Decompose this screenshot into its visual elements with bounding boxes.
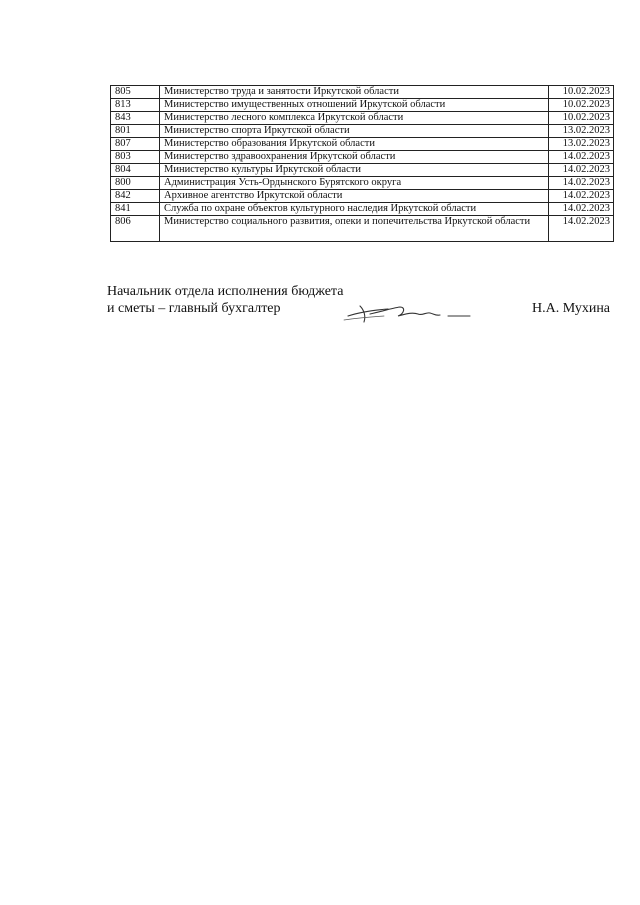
row-date: 14.02.2023 bbox=[549, 151, 614, 164]
row-name: Архивное агентство Иркутской области bbox=[160, 190, 549, 203]
table-row bbox=[111, 203, 614, 216]
row-code: 803 bbox=[111, 151, 160, 164]
handwritten-signature bbox=[340, 298, 480, 328]
table-row bbox=[111, 190, 614, 203]
table-row bbox=[111, 112, 614, 125]
row-name: Министерство лесного комплекса Иркутской области bbox=[160, 112, 549, 125]
row-date: 13.02.2023 bbox=[549, 138, 614, 151]
table-row bbox=[111, 138, 614, 151]
table-row bbox=[111, 164, 614, 177]
table-row bbox=[111, 177, 614, 190]
row-name: Министерство образования Иркутской области bbox=[160, 138, 549, 151]
signer-name: Н.А. Мухина bbox=[532, 301, 611, 316]
table-row bbox=[111, 125, 614, 138]
table-row bbox=[111, 216, 614, 242]
position-line-2: и сметы – главный бухгалтер bbox=[107, 301, 281, 316]
row-name: Служба по охране объектов культурного наследия Иркутской области bbox=[160, 203, 549, 216]
row-date: 14.02.2023 bbox=[549, 216, 614, 242]
signature-position bbox=[107, 283, 343, 317]
table-row bbox=[111, 151, 614, 164]
row-code: 842 bbox=[111, 190, 160, 203]
row-code: 807 bbox=[111, 138, 160, 151]
row-code: 813 bbox=[111, 99, 160, 112]
budget-table bbox=[110, 85, 614, 242]
row-name: Администрация Усть-Ордынского Бурятского округа bbox=[160, 177, 549, 190]
row-date: 13.02.2023 bbox=[549, 125, 614, 138]
row-date: 14.02.2023 bbox=[549, 164, 614, 177]
row-date: 10.02.2023 bbox=[549, 99, 614, 112]
row-code: 801 bbox=[111, 125, 160, 138]
row-name: Министерство труда и занятости Иркутской области bbox=[160, 86, 549, 99]
row-date: 14.02.2023 bbox=[549, 190, 614, 203]
row-date: 14.02.2023 bbox=[549, 177, 614, 190]
row-name: Министерство спорта Иркутской области bbox=[160, 125, 549, 138]
row-code: 800 bbox=[111, 177, 160, 190]
row-date: 14.02.2023 bbox=[549, 203, 614, 216]
table-row bbox=[111, 99, 614, 112]
row-name: Министерство социального развития, опеки и попечительства Иркутской области bbox=[160, 216, 549, 242]
row-date: 10.02.2023 bbox=[549, 112, 614, 125]
table-body bbox=[111, 86, 614, 242]
row-name: Министерство культуры Иркутской области bbox=[160, 164, 549, 177]
row-code: 806 bbox=[111, 216, 160, 242]
position-line-1: Начальник отдела исполнения бюджета bbox=[107, 284, 344, 299]
row-code: 843 bbox=[111, 112, 160, 125]
table-row bbox=[111, 86, 614, 99]
row-name: Министерство здравоохранения Иркутской области bbox=[160, 151, 549, 164]
row-code: 804 bbox=[111, 164, 160, 177]
row-code: 841 bbox=[111, 203, 160, 216]
row-name: Министерство имущественных отношений Иркутской области bbox=[160, 99, 549, 112]
row-date: 10.02.2023 bbox=[549, 86, 614, 99]
row-code: 805 bbox=[111, 86, 160, 99]
